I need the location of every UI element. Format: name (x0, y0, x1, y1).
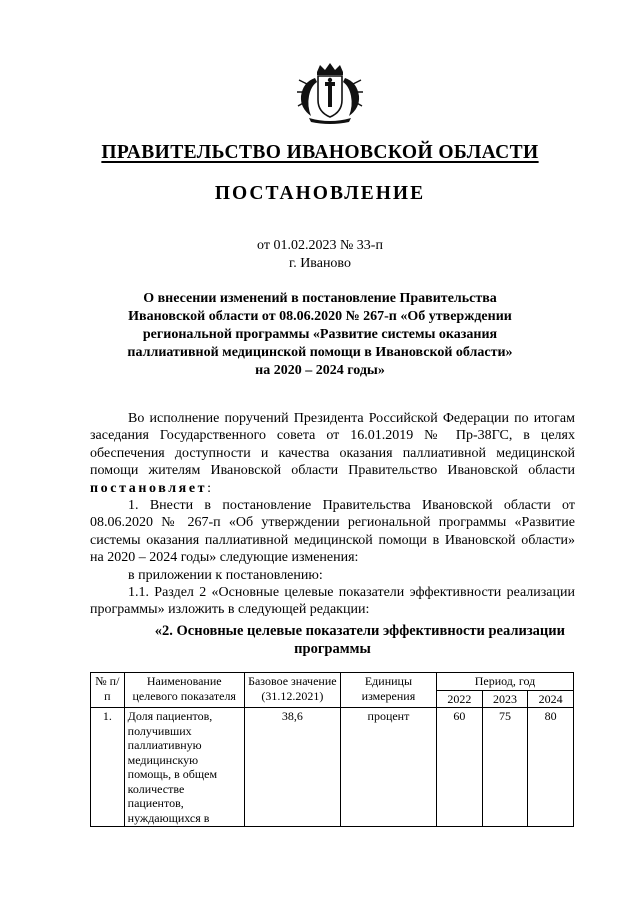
cell-base: 38,6 (244, 708, 340, 827)
paragraph-preamble: Во исполнение поручений Президента Российской Федерации по итогам заседания Государственного совета от 16.01.2019 № Пр-38ГС, в целях обеспечения доступности и качества оказания паллиативной медицинской помощи жителям Ивановской области Правительство Ивановской области постановляет: (90, 411, 575, 496)
subject-line: паллиативной медицинской помощи в Ивановской области» (127, 345, 513, 360)
date-number: от 01.02.2023 № 33-п (257, 238, 383, 253)
cell-2024: 80 (528, 708, 574, 827)
government-title: ПРАВИТЕЛЬСТВО ИВАНОВСКОЙ ОБЛАСТИ (101, 142, 539, 163)
header-base: Базовое значение (31.12.2021) (244, 673, 340, 708)
paragraph-appendix: в приложении к постановлению: (128, 567, 323, 583)
header-year: 2022 (437, 690, 483, 708)
subject-line: на 2020 – 2024 годы» (255, 363, 385, 378)
cell-unit: процент (340, 708, 436, 827)
paragraph-item-1-1: 1.1. Раздел 2 «Основные целевые показатели эффективности реализации программы» изложить в следующей редакции: (90, 585, 575, 618)
cell-2023: 75 (482, 708, 528, 827)
coat-of-arms-emblem (295, 62, 365, 124)
subject-line: региональной программы «Развитие системы оказания (142, 327, 498, 342)
subject-line: О внесении изменений в постановление Правительства (143, 291, 497, 306)
header-year: 2023 (482, 690, 528, 708)
header-name: Наименование целевого показателя (124, 673, 244, 708)
cell-2022: 60 (437, 708, 483, 827)
header-num: № п/п (91, 673, 125, 708)
document-type: ПОСТАНОВЛЕНИЕ (214, 183, 426, 204)
table-row (91, 708, 574, 827)
resolves-word: постановляет (90, 480, 208, 496)
cell-name: Доля пациентов, получивших паллиативную медицинскую помощь, в общем количестве пациентов, нуждающихся в (124, 708, 244, 827)
document-body (90, 410, 575, 619)
header-year: 2024 (528, 690, 574, 708)
cell-num: 1. (91, 708, 125, 827)
document-subject (100, 290, 540, 380)
section-heading: «2. Основные целевые показатели эффективности реализации программы (154, 623, 565, 657)
header-period: Период, год (437, 673, 574, 691)
subject-line: Ивановской области от 08.06.2020 № 267-п «Об утверждении (128, 309, 512, 324)
header-unit: Единицы измерения (340, 673, 436, 708)
paragraph-item-1: 1. Внести в постановление Правительства Ивановской области от 08.06.2020 № 267-п «Об утверждении региональной программы «Развитие системы оказания паллиативной медицинской помощи в Ивановской области» на 2020 – 2024 годы» следующие изменения: (90, 498, 575, 566)
targets-table (90, 672, 574, 827)
city: г. Иваново (289, 256, 351, 271)
